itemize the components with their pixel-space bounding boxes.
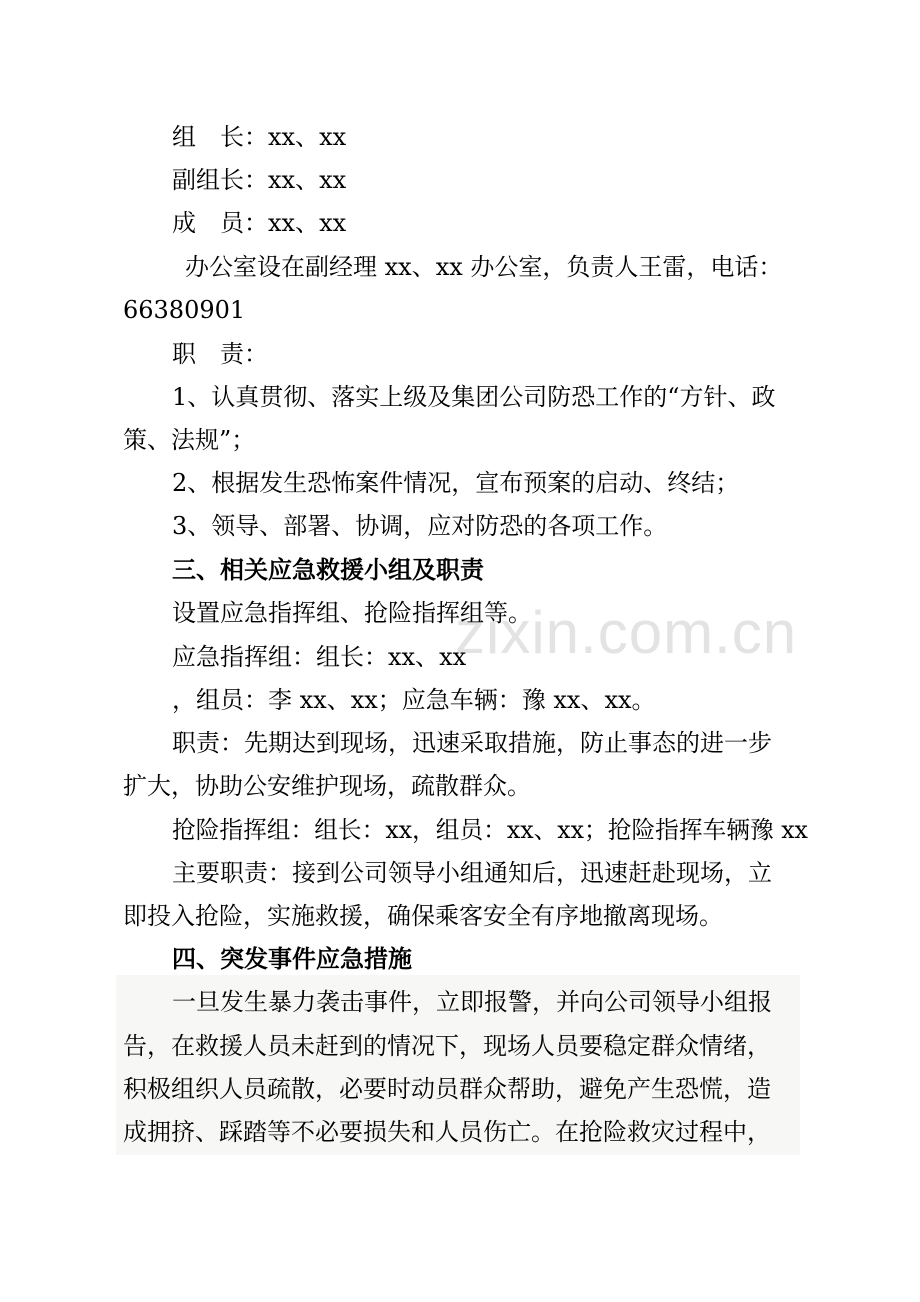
rescue-command-line: 抢险指挥组：组长：xx，组员：xx、xx；抢险指挥车辆豫 xx xyxy=(172,816,808,844)
rescue-duty-continued: 即投入抢险，实施救援，确保乘客安全有序地撤离现场。 xyxy=(123,902,723,930)
deputy-leader-line: 副组长：xx、xx xyxy=(172,166,347,194)
duties-heading: 职 责： xyxy=(172,340,268,368)
phone-number-line: 66380901 xyxy=(123,296,246,324)
duty-item-1-continued: 策、法规”； xyxy=(123,426,256,454)
emergency-command-duty-line: 职责：先期达到现场，迅速采取措施，防止事态的进一步 xyxy=(172,729,772,757)
section-heading-4: 四、突发事件应急措施 xyxy=(172,945,412,973)
duty-item-1: 1、认真贯彻、落实上级及集团公司防恐工作的“方针、政 xyxy=(172,383,776,411)
leader-line: 组 长：xx、xx xyxy=(172,123,347,151)
members-line: 成 员：xx、xx xyxy=(172,209,347,237)
watermark: zixin.com.cn xyxy=(455,599,798,666)
measures-paragraph-line-2: 告，在救援人员未赶到的情况下，现场人员要稳定群众情绪， xyxy=(123,1032,771,1060)
duty-item-2: 2、根据发生恐怖案件情况，宣布预案的启动、终结； xyxy=(172,469,740,497)
measures-paragraph-line-4: 成拥挤、踩踏等不必要损失和人员伤亡。在抢险救灾过程中， xyxy=(123,1118,771,1146)
section-heading-3: 三、相关应急救援小组及职责 xyxy=(172,556,484,584)
measures-paragraph-line-3: 积极组织人员疏散，必要时动员群众帮助，避免产生恐慌，造 xyxy=(123,1075,771,1103)
measures-paragraph-line-1: 一旦发生暴力袭击事件，立即报警，并向公司领导小组报 xyxy=(172,988,772,1016)
office-line: 办公室设在副经理 xx、xx 办公室，负责人王雷，电话： xyxy=(185,253,783,281)
emergency-command-members-line: ，组员：李 xx、xx；应急车辆：豫 xx、xx。 xyxy=(172,686,656,714)
rescue-duty-line: 主要职责：接到公司领导小组通知后，迅速赶赴现场，立 xyxy=(172,859,772,887)
duty-item-3: 3、领导、部署、协调，应对防恐的各项工作。 xyxy=(172,512,668,540)
emergency-command-duty-continued: 扩大，协助公安维护现场，疏散群众。 xyxy=(123,772,531,800)
emergency-command-leader-line: 应急指挥组：组长：xx、xx xyxy=(172,643,467,671)
groups-setup-line: 设置应急指挥组、抢险指挥组等。 xyxy=(172,599,532,627)
